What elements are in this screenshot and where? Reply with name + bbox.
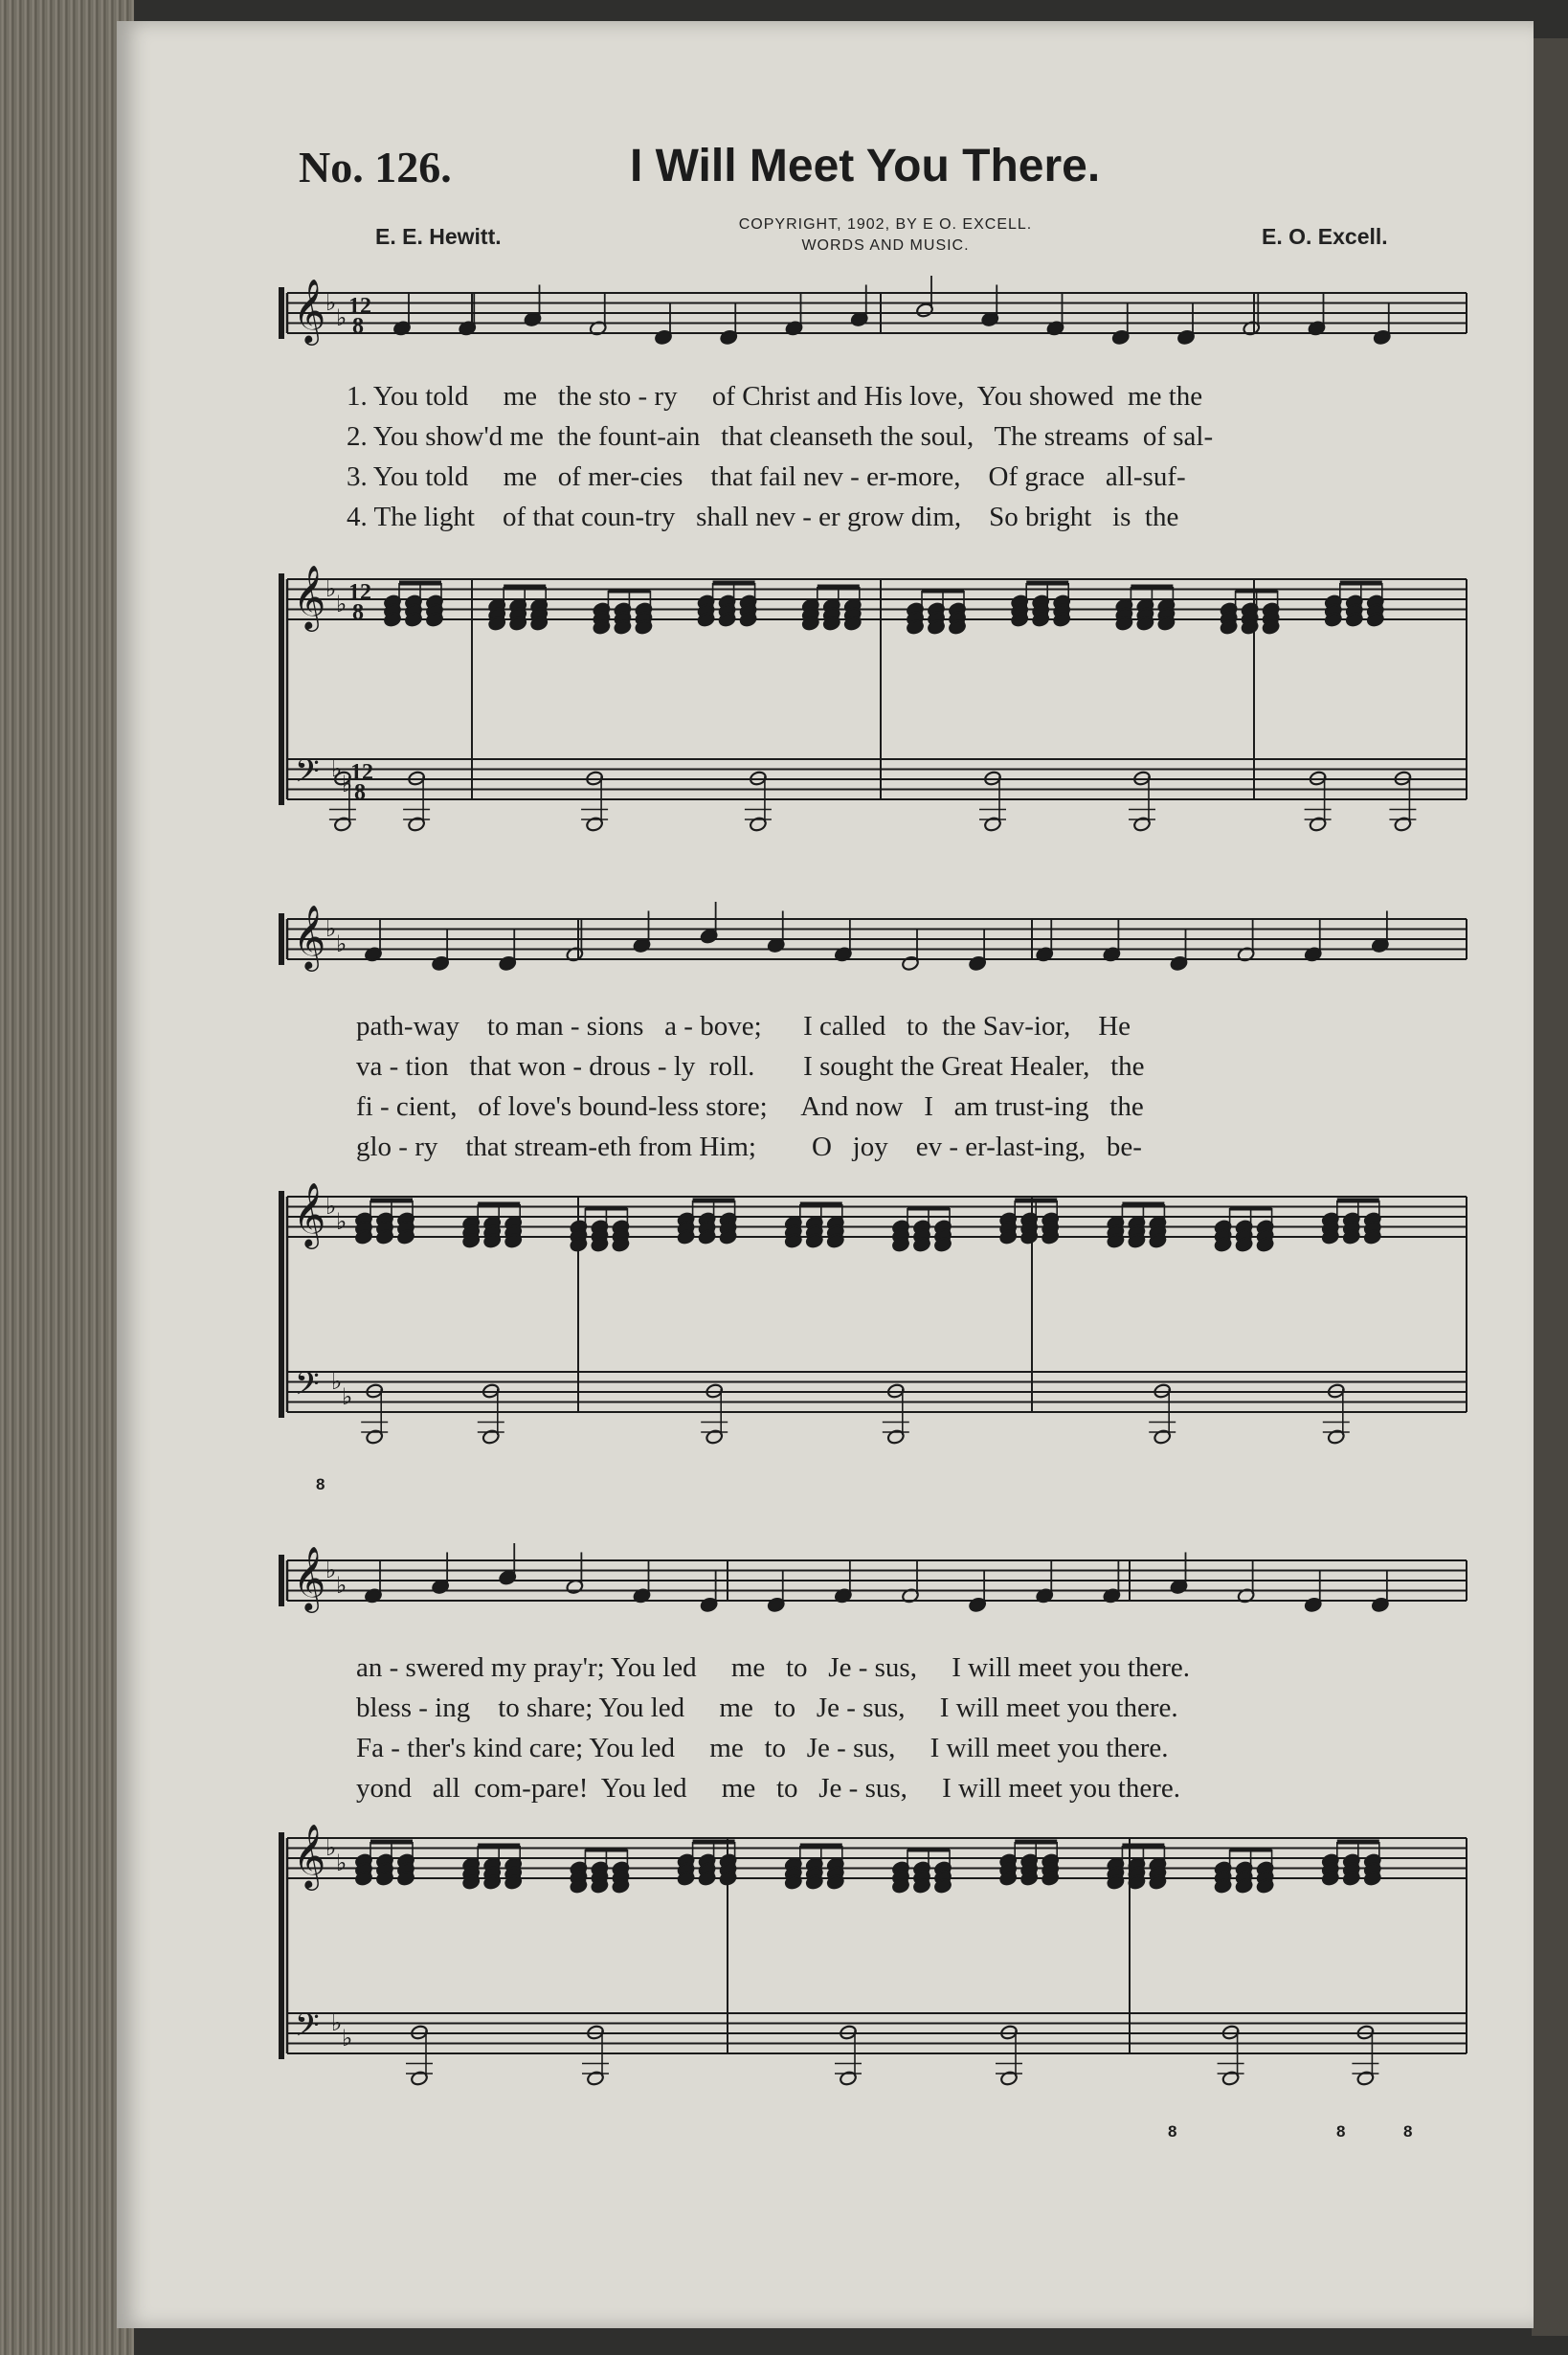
flat-sign: ♭ (336, 1850, 347, 1876)
verse-2-line-3: bless - ing to share; You led me to Je - sus, I will meet you there. (356, 1693, 1178, 1723)
verse-4-line-1: 4. The light of that coun-try shall nev - er grow dim, So bright is the (347, 502, 1179, 532)
clef: 𝄞 (293, 904, 326, 969)
flat-sign: ♭ (342, 1383, 353, 1410)
flat-sign: ♭ (325, 1557, 337, 1583)
flat-sign: ♭ (331, 2009, 343, 2036)
verse-1-line-3: an - swered my pray'r; You led me to Je - sus, I will meet you there. (356, 1652, 1191, 1683)
verse-4-line-2: glo - ry that stream-eth from Him; O joy ev - er-last-ing, be- (356, 1132, 1142, 1162)
verse-2-line-2: va - tion that won - drous - ly roll. I sought the Great Healer, the (356, 1051, 1145, 1082)
lyricist-credit: E. E. Hewitt. (375, 224, 502, 249)
composer-credit: E. O. Excell. (1262, 224, 1388, 249)
flat-sign: ♭ (325, 1193, 337, 1220)
flat-sign: ♭ (342, 2025, 353, 2052)
verse-3-line-3: Fa - ther's kind care; You led me to Je - sus, I will meet you there. (356, 1733, 1169, 1763)
time-signature-top: 12 (348, 294, 371, 319)
hymn-title: I Will Meet You There. (630, 141, 1101, 191)
copyright-line: COPYRIGHT, 1902, BY E O. EXCELL. (738, 216, 1033, 233)
time-signature-bottom: 8 (352, 314, 364, 339)
bass-clef: 𝄢 (295, 1366, 320, 1410)
copyright-subline: WORDS AND MUSIC. (801, 237, 970, 254)
clef: 𝄞 (293, 1823, 326, 1888)
clef: 𝄞 (293, 1545, 326, 1610)
flat-sign: ♭ (325, 575, 337, 602)
time-signature-bottom: 8 (354, 780, 366, 805)
flat-sign: ♭ (336, 931, 347, 957)
flat-sign: ♭ (331, 755, 343, 782)
verse-1-line-2: path-way to man - sions a - bove; I called to the Sav-ior, He (356, 1011, 1131, 1042)
time-signature-top: 12 (350, 760, 373, 785)
flat-sign: ♭ (325, 289, 337, 316)
flat-sign: ♭ (336, 591, 347, 617)
clef: 𝄞 (293, 1181, 326, 1246)
bass-clef: 𝄢 (295, 753, 320, 797)
flat-sign: ♭ (336, 1572, 347, 1599)
hymn-number: No. 126. (299, 143, 452, 191)
time-signature-top: 12 (348, 580, 371, 605)
time-signature-bottom: 8 (352, 600, 364, 625)
flat-sign: ♭ (325, 915, 337, 942)
flat-sign: ♭ (336, 1208, 347, 1235)
verse-2-line-1: 2. You show'd me the fount-ain that cleanseth the soul, The streams of sal- (347, 421, 1214, 452)
bass-clef: 𝄢 (295, 2007, 320, 2052)
verse-3-line-1: 3. You told me of mer-cies that fail nev - er-more, Of grace all-suf- (347, 461, 1186, 492)
flat-sign: ♭ (325, 1834, 337, 1861)
flat-sign: ♭ (331, 1368, 343, 1395)
verse-1-line-1: 1. You told me the sto - ry of Christ and His love, You showed me the (347, 381, 1203, 412)
octave-mark: 8 (1336, 2122, 1346, 2141)
clef: 𝄞 (293, 564, 326, 629)
octave-mark: 8 (1168, 2122, 1177, 2141)
clef: 𝄞 (293, 278, 326, 343)
octave-mark: 8 (316, 1475, 325, 1493)
verse-4-line-3: yond all com-pare! You led me to Je - sus, I will meet you there. (356, 1773, 1180, 1804)
octave-mark: 8 (1403, 2122, 1413, 2141)
verse-3-line-2: fi - cient, of love's bound-less store; And now I am trust-ing the (356, 1091, 1144, 1122)
flat-sign: ♭ (342, 771, 353, 797)
flat-sign: ♭ (336, 304, 347, 331)
